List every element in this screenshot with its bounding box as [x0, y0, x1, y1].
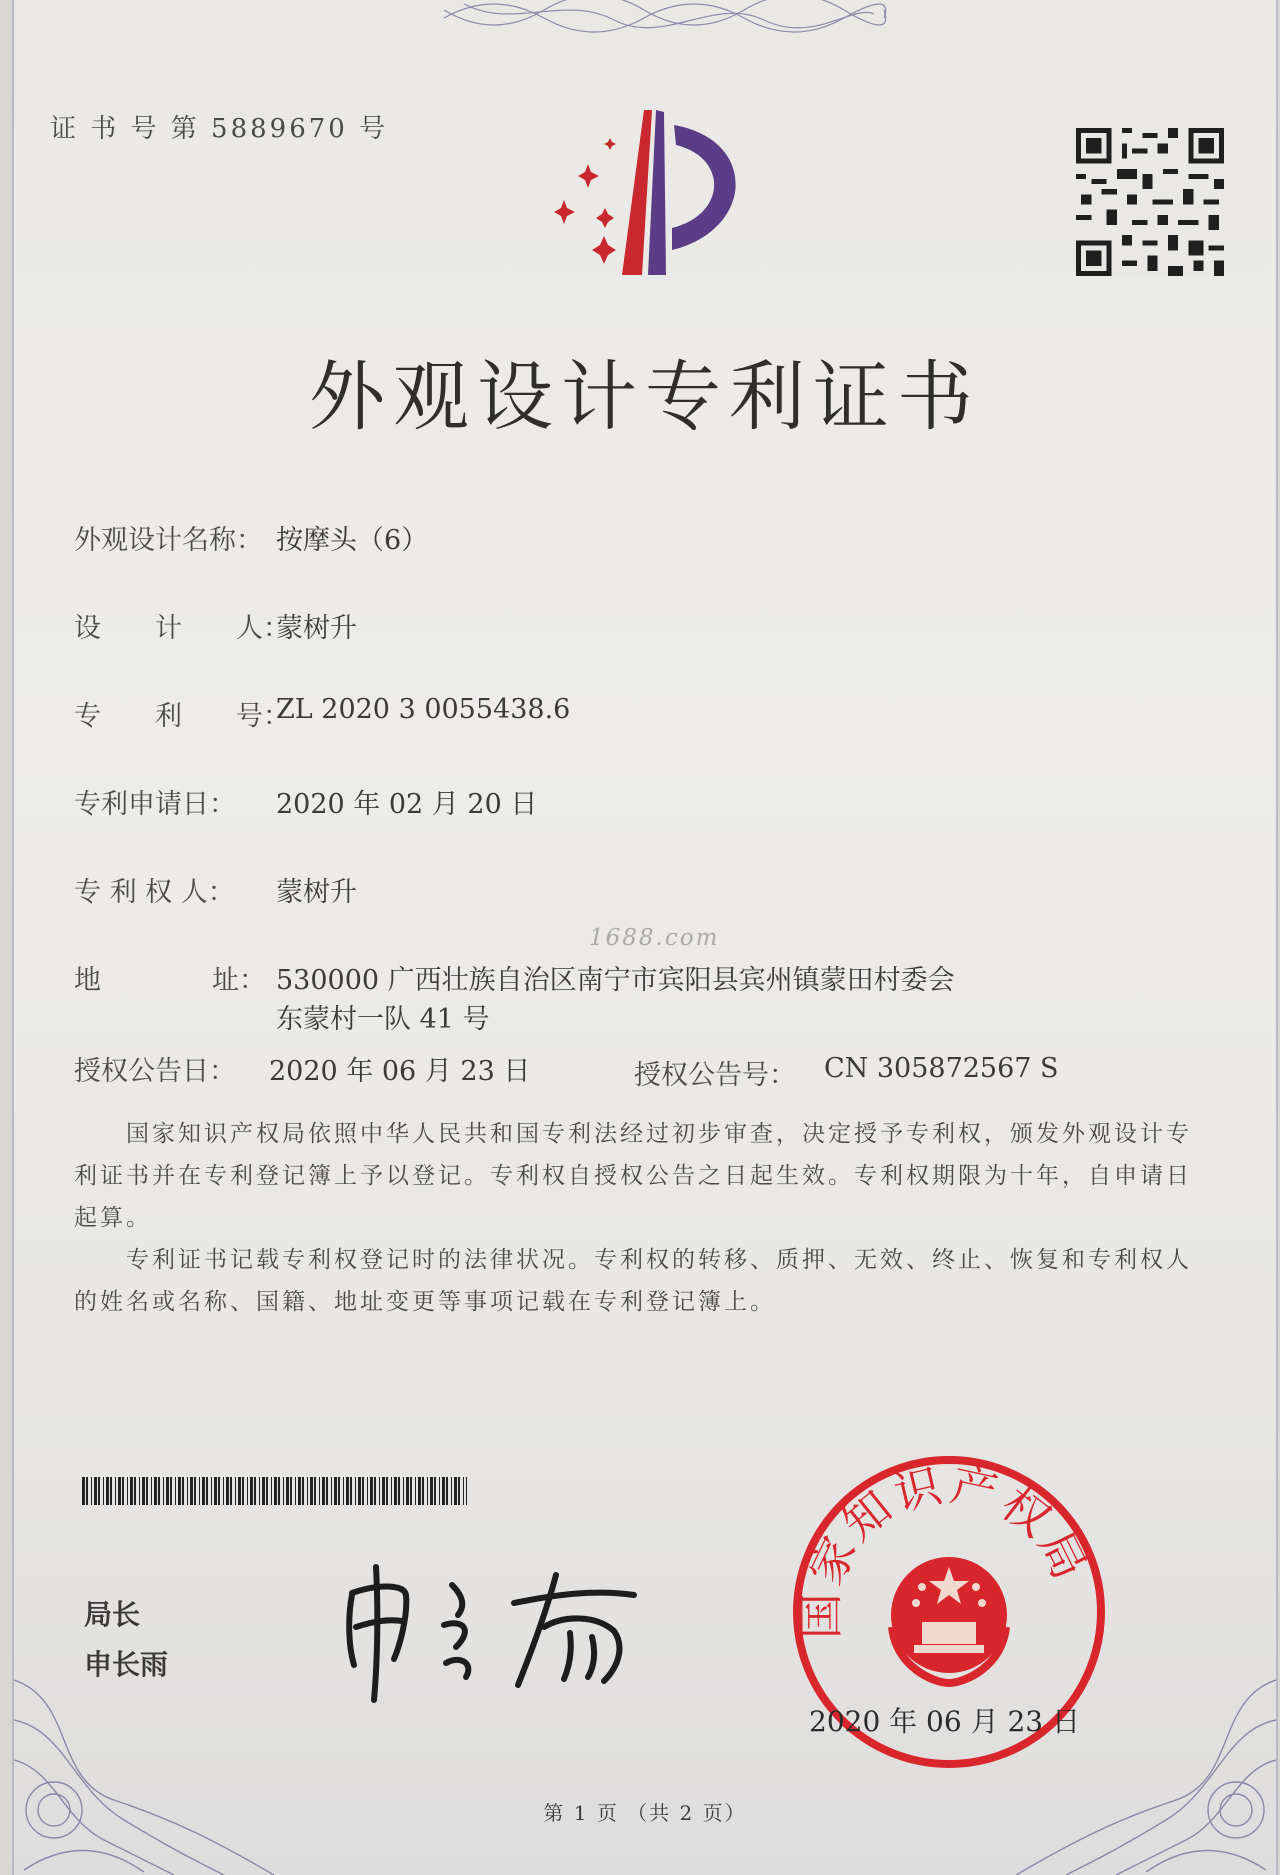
designer-label: 设 计 人： [74, 613, 290, 644]
certificate-number: 证 书 号 第 5889670 号 [50, 114, 389, 144]
patent-number-value: ZL 2020 3 0055438.6 [276, 694, 571, 725]
designer-value: 蒙树升 [276, 613, 357, 644]
address-line-1: 530000 广西壮族自治区南宁市宾阳县宾州镇蒙田村委会 [276, 965, 955, 996]
seal-date: 2020 年 06 月 23 日 [809, 1705, 1081, 1738]
patentee-value: 蒙树升 [276, 877, 357, 908]
statement-paragraph-2: 专利证书记载专利权登记时的法律状况。专利权的转移、质押、无效、终止、恢复和专利权人的姓名或名称、国籍、地址变更等事项记载在专利登记簿上。 [74, 1247, 1192, 1315]
grant-number-value: CN 305872567 S [824, 1053, 1059, 1084]
director-name: 申长雨 [84, 1648, 169, 1681]
director-signature [334, 1555, 654, 1705]
address-label-end: 址： [212, 965, 266, 996]
patentee-label: 专 利 权 人： [74, 877, 235, 908]
filing-date-label: 专利申请日： [74, 789, 236, 820]
grant-number-label: 授权公告号： [634, 1060, 796, 1091]
director-title: 局长 [84, 1598, 141, 1631]
qr-code [1076, 128, 1224, 276]
page-number: 第 1 页 （共 2 页） [543, 1801, 747, 1825]
grant-date-label: 授权公告日： [74, 1056, 236, 1087]
watermark: 1688.com [589, 925, 720, 951]
address-line-2: 东蒙村一队 41 号 [276, 1004, 490, 1035]
patent-number-label: 专 利 号： [74, 701, 290, 732]
statement-paragraph-1: 国家知识产权局依照中华人民共和国专利法经过初步审查，决定授予专利权，颁发外观设计专利证书并在专利登记簿上予以登记。专利权自授权公告之日起生效。专利权期限为十年，自申请日起算。 [74, 1121, 1192, 1231]
certificate-sheet [12, 0, 1278, 1875]
grant-date-value: 2020 年 06 月 23 日 [269, 1056, 531, 1087]
certificate-title: 外观设计专利证书 [309, 352, 981, 441]
seal-text: 国家知识产权局 [793, 1457, 1099, 1640]
design-name-label: 外观设计名称： [74, 525, 263, 556]
barcode [82, 1477, 467, 1505]
address-label-start: 地 [74, 965, 101, 996]
guilloche-border-top [434, 0, 894, 40]
cnipa-emblem-icon [544, 100, 764, 280]
filing-date-value: 2020 年 02 月 20 日 [276, 789, 538, 820]
design-name-value: 按摩头（6） [276, 525, 429, 556]
